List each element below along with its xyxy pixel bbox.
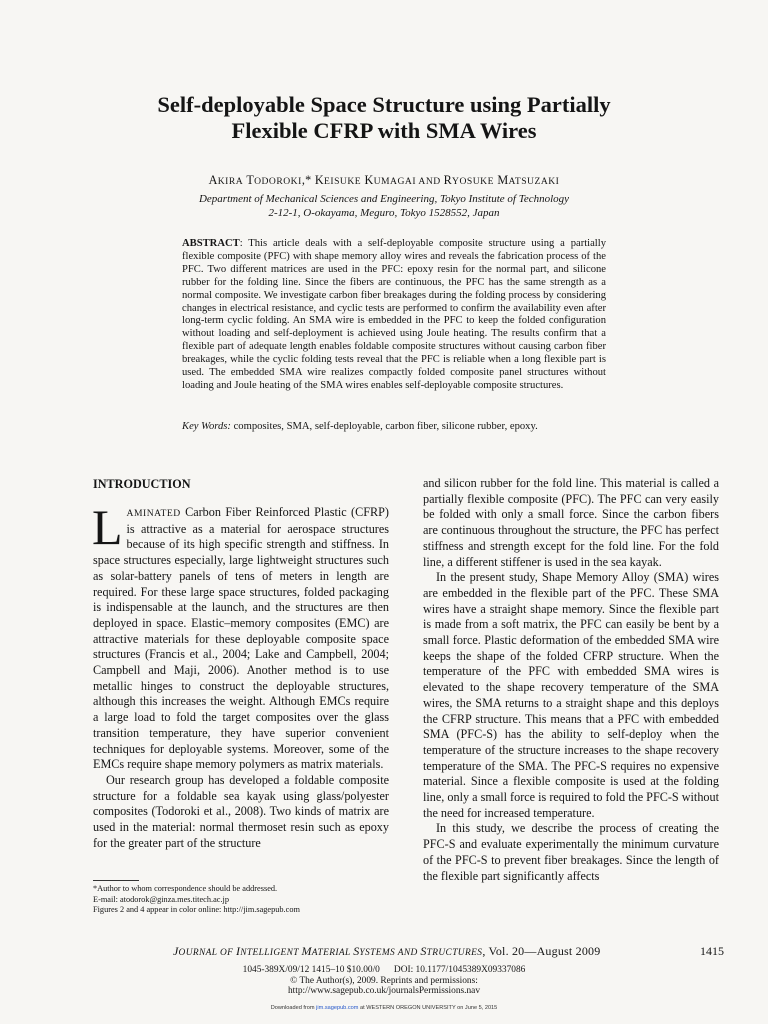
title-line-1: Self-deployable Space Structure using Partially bbox=[157, 92, 611, 117]
author-1-surname: ODOROKI bbox=[254, 176, 302, 187]
author-1-first-name: KIRA bbox=[217, 176, 244, 187]
footnote-divider bbox=[93, 880, 139, 881]
journal-volume-date: , Vol. 20—August 2009 bbox=[482, 944, 601, 958]
left-column bbox=[93, 476, 389, 851]
intro-paragraph-1 bbox=[92, 499, 389, 773]
affiliation bbox=[0, 192, 768, 220]
section-heading-introduction: INTRODUCTION bbox=[93, 477, 191, 491]
author-3-surname-initial: M bbox=[497, 173, 509, 187]
journal-word-systems-and: YSTEMS AND bbox=[359, 948, 421, 958]
author-2-first-name: EISUKE bbox=[324, 176, 362, 187]
paper-title bbox=[0, 92, 768, 144]
title-line-2: Flexible CFRP with SMA Wires bbox=[231, 118, 537, 143]
author-conjunction: AND bbox=[416, 176, 444, 187]
page-number: 1415 bbox=[700, 944, 724, 958]
journal-word-structures: TRUCTURES bbox=[426, 948, 483, 958]
abstract-text: : This article deals with a self-deployable composite structure using a partially flexible composite (PFC) with shape memory alloy wires and reveals the fabrication process of the PFC. Two different matrices are used in the PFC: epoxy resin for the normal part, and silicone rubber for the folding line. Since the fibers are continuous, the PFC has the same strength as a normal composite. We investigate carbon fiber breakages during the folding process by considering changes in electrical resistance, and cyclic tests are performed to confirm the availability even after long-term cyclic folding. An SMA wire is embedded in the PFC to keep the folded configuration without loading and self-deployment is achieved using Joule heating. The results confirm that a flexible part of adequate length enables foldable composite structures without causing carbon fiber breakages, while the cyclic folding tests reveal that the PFC is reliable when a long flexible part is used. The embedded SMA wire realizes compactly folded composite panel structures without loading and Joule heating of the SMA wires enables self-deployable composite structures. bbox=[182, 238, 606, 391]
right-column bbox=[423, 476, 719, 884]
download-prefix: Downloaded from bbox=[270, 1005, 317, 1011]
download-source-link[interactable]: jim.sagepub.com bbox=[316, 1005, 359, 1011]
intro-paragraph-2: Our research group has developed a foldable composite structure for a foldable sea kayak using glass/polyester composites (Todoroki et al., 2008). Two kinds of matrix are used in the material: normal thermoset resin such as epoxy for the greater part of the structure bbox=[93, 772, 389, 850]
download-suffix: at WESTERN OREGON UNIVERSITY on June 5, 2015 bbox=[358, 1005, 498, 1011]
journal-initial-m: M bbox=[301, 944, 312, 958]
author-list bbox=[0, 173, 768, 189]
copyright-line: © The Author(s), 2009. Reprints and permissions: bbox=[290, 975, 478, 986]
abstract-label: ABSTRACT bbox=[182, 238, 240, 249]
journal-word-of: OURNAL OF bbox=[178, 948, 237, 958]
affiliation-line-1: Department of Mechanical Sciences and Engineering, Tokyo Institute of Technology bbox=[198, 193, 570, 205]
author-1-initial: A bbox=[208, 173, 218, 187]
author-3-first-name: YOSUKE bbox=[452, 176, 494, 187]
footnotes bbox=[93, 884, 389, 916]
intro-paragraph-4: In the present study, Shape Memory Alloy (SMA) wires are embedded in the flexible part of the PFC. These SMA wires have a straight shape memory. Since the flexible part is made from a soft matrix, the PFC can easily be bent by a small force. Plastic deformation of the embedded SMA wire keeps the shape of the folded CFRP structure. When the temperature of the PFC with embedded SMA wires is elevated to the shape recovery temperature of the SMA wires, the SMA returns to a straight shape and this deploys the CFRP structure. This means that a PFC with embedded SMA (PFC-S) has the ability to self-deploy when the temperature of the structure increases to the shape recovery temperature of the SMA. The PFC-S requires no expensive material. Since a flexible composite is used at the folding line, only a small force is required to fold the PFC-S without the need for increased temperature. bbox=[423, 570, 719, 820]
permissions-url: http://www.sagepub.co.uk/journalsPermissions.nav bbox=[287, 986, 481, 997]
journal-word-material: ATERIAL bbox=[311, 948, 354, 958]
journal-initial-s1: S bbox=[353, 944, 360, 958]
intro-paragraph-5: In this study, we describe the process of creating the PFC-S and evaluate experimentally the minimum curvature of the PFC-S to prevent fiber breakages. Since the length of the flexible part significantly affects bbox=[423, 821, 719, 883]
footnote-correspondence: *Author to whom correspondence should be addressed. bbox=[93, 884, 278, 893]
intro-paragraph-3: and silicon rubber for the fold line. This material is called a partially flexible composite (PFC). The PFC can very easily be folded with only a small force. Since the carbon fibers are continuous throughout the structure, the PFC has perfect stiffness and strength except for the fold line. For the fold line, a different stiffener is used in the sea kayak. bbox=[423, 476, 719, 569]
author-1-surname-initial: T bbox=[246, 173, 255, 187]
keywords bbox=[182, 420, 606, 433]
footnote-color-figures: Figures 2 and 4 appear in color online: http://jim.sagepub.com bbox=[93, 905, 300, 914]
abstract bbox=[182, 238, 606, 393]
keywords-text: composites, SMA, self-deployable, carbon fiber, silicone rubber, epoxy. bbox=[230, 421, 538, 432]
publication-info bbox=[0, 965, 768, 997]
intro-paragraph-1-text: Carbon Fiber Reinforced Plastic (CFRP) is attractive as a material for aerospace structures because of its high specific strength and stiffness. In space structures especially, large lightweight structures such as solar-battery panels of tens of meters in length are required. For these large space structures, folded packaging is indispensable at the launch, and the structures are then deployed in space. Elastic–memory composites (EMC) are attractive materials for these deployable composite space structures (Francis et al., 2004; Lake and Campbell, 2004; Campbell and Maji, 2006). Another method is to use metallic hinges to construct the deployable structures, although this increases the weight. Although EMCs require a large load to fold the target composites over the glass transition temperature, they have superior convenient techniques for deployable systems. Moreover, some of the EMCs require shape memory polymers as matrix materials. bbox=[93, 505, 389, 772]
doi-line: 1045-389X/09/12 1415–10 $10.00/0 DOI: 10.1177/1045389X09337086 bbox=[242, 965, 526, 975]
journal-initial-j: J bbox=[173, 944, 179, 958]
author-3-surname: ATSUZAKI bbox=[508, 176, 560, 187]
download-notice bbox=[0, 1005, 768, 1011]
keywords-label: Key Words: bbox=[182, 421, 231, 432]
journal-initial-i: I bbox=[236, 944, 241, 958]
corresponding-author-mark: ,* bbox=[301, 173, 315, 187]
author-2-surname-initial: K bbox=[364, 173, 374, 187]
author-2-initial: K bbox=[314, 173, 325, 187]
drop-cap: L bbox=[92, 499, 123, 555]
author-2-surname: UMAGAI bbox=[373, 176, 417, 187]
footnote-email: E-mail: atodorok@ginza.mes.titech.ac.jp bbox=[93, 894, 229, 904]
affiliation-line-2: 2-12-1, O-okayama, Meguro, Tokyo 1528552, Japan bbox=[268, 207, 500, 219]
intro-lead-word: AMINATED bbox=[126, 508, 181, 519]
author-3-initial: R bbox=[443, 173, 453, 187]
journal-initial-s2: S bbox=[420, 944, 427, 958]
journal-citation bbox=[173, 944, 600, 959]
journal-word-intelligent: NTELLIGENT bbox=[240, 948, 302, 958]
